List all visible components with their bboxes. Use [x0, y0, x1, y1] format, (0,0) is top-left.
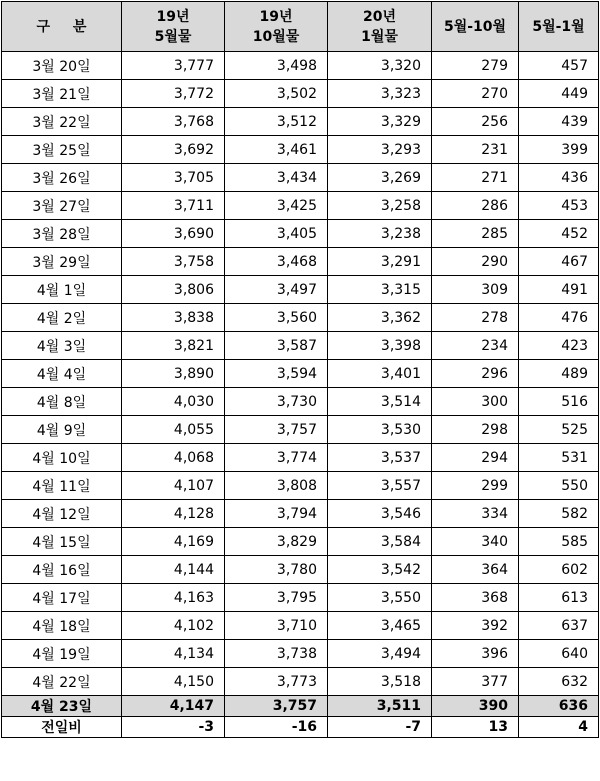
- row-oct-19: 3,780: [225, 556, 328, 584]
- row-spread-may-oct: 278: [432, 304, 519, 332]
- row-date: 4월 1일: [2, 276, 122, 304]
- row-oct-19: 3,461: [225, 136, 328, 164]
- table-row: [2, 304, 599, 332]
- row-may-19: 3,777: [122, 52, 225, 80]
- row-spread-may-jan: 449: [519, 80, 599, 108]
- row-may-19: 4,150: [122, 668, 225, 696]
- row-oct-19: 3,498: [225, 52, 328, 80]
- row-date: 4월 10일: [2, 444, 122, 472]
- row-jan-20: 3,537: [328, 444, 432, 472]
- row-jan-20: 3,323: [328, 80, 432, 108]
- row-spread-may-jan: 439: [519, 108, 599, 136]
- row-date: 4월 15일: [2, 528, 122, 556]
- row-date: 3월 21일: [2, 80, 122, 108]
- row-spread-may-oct: 256: [432, 108, 519, 136]
- table-row: [2, 52, 599, 80]
- row-may-19: 4,134: [122, 640, 225, 668]
- header-col-oct-19-year: 19년: [259, 8, 293, 25]
- table-row: [2, 136, 599, 164]
- table-header: [2, 2, 599, 52]
- row-date: 3월 20일: [2, 52, 122, 80]
- row-spread-may-oct: 340: [432, 528, 519, 556]
- row-may-19: 3,772: [122, 80, 225, 108]
- row-may-19: 3,838: [122, 304, 225, 332]
- row-may-19: 3,806: [122, 276, 225, 304]
- row-spread-may-oct: 270: [432, 80, 519, 108]
- day-change-row: [2, 717, 599, 738]
- day-change-spread-may-jan: 4: [519, 717, 599, 738]
- row-may-19: 3,690: [122, 220, 225, 248]
- row-spread-may-oct: 294: [432, 444, 519, 472]
- row-jan-20: 3,320: [328, 52, 432, 80]
- header-col-jan-20: [328, 2, 432, 52]
- row-date: 4월 16일: [2, 556, 122, 584]
- row-spread-may-jan: 399: [519, 136, 599, 164]
- row-spread-may-jan: 637: [519, 612, 599, 640]
- row-jan-20: 3,293: [328, 136, 432, 164]
- row-oct-19: 3,594: [225, 360, 328, 388]
- table-row: [2, 500, 599, 528]
- day-change-spread-may-oct: 13: [432, 717, 519, 738]
- row-spread-may-jan: 585: [519, 528, 599, 556]
- row-spread-may-jan: 582: [519, 500, 599, 528]
- row-oct-19: 3,425: [225, 192, 328, 220]
- header-col-may-19-year: 19년: [156, 8, 190, 25]
- row-spread-may-oct: 296: [432, 360, 519, 388]
- row-jan-20: 3,494: [328, 640, 432, 668]
- row-date: 3월 27일: [2, 192, 122, 220]
- row-oct-19: 3,512: [225, 108, 328, 136]
- header-gubun: 구 분: [2, 2, 122, 52]
- row-may-19: 4,169: [122, 528, 225, 556]
- row-may-19: 3,705: [122, 164, 225, 192]
- table-row: [2, 528, 599, 556]
- row-may-19: 3,821: [122, 332, 225, 360]
- table-footer: [2, 696, 599, 738]
- row-oct-19: 3,405: [225, 220, 328, 248]
- row-may-19: 4,102: [122, 612, 225, 640]
- row-spread-may-jan: 489: [519, 360, 599, 388]
- row-spread-may-oct: 396: [432, 640, 519, 668]
- row-oct-19: 3,808: [225, 472, 328, 500]
- row-may-19: 3,890: [122, 360, 225, 388]
- row-jan-20: 3,238: [328, 220, 432, 248]
- row-date: 3월 25일: [2, 136, 122, 164]
- header-spread-may-oct: 5월-10월: [432, 2, 519, 52]
- row-may-19: 4,107: [122, 472, 225, 500]
- row-spread-may-oct: 285: [432, 220, 519, 248]
- day-change-oct-19: -16: [225, 717, 328, 738]
- row-spread-may-oct: 334: [432, 500, 519, 528]
- table-row: [2, 556, 599, 584]
- table-row: [2, 640, 599, 668]
- row-date: 4월 8일: [2, 388, 122, 416]
- row-date: 4월 9일: [2, 416, 122, 444]
- row-date: 4월 11일: [2, 472, 122, 500]
- row-oct-19: 3,795: [225, 584, 328, 612]
- row-spread-may-jan: 452: [519, 220, 599, 248]
- row-jan-20: 3,269: [328, 164, 432, 192]
- row-jan-20: 3,530: [328, 416, 432, 444]
- row-oct-19: 3,774: [225, 444, 328, 472]
- row-may-19: 3,758: [122, 248, 225, 276]
- row-date: 4월 4일: [2, 360, 122, 388]
- header-col-jan-20-contract: 1월물: [361, 28, 398, 45]
- row-date: 3월 29일: [2, 248, 122, 276]
- day-change-jan-20: -7: [328, 717, 432, 738]
- header-col-may-19-contract: 5월물: [154, 28, 192, 45]
- row-spread-may-jan: 525: [519, 416, 599, 444]
- row-spread-may-jan: 531: [519, 444, 599, 472]
- row-jan-20: 3,398: [328, 332, 432, 360]
- row-date: 4월 12일: [2, 500, 122, 528]
- row-spread-may-oct: 309: [432, 276, 519, 304]
- row-jan-20: 3,401: [328, 360, 432, 388]
- row-may-19: 4,128: [122, 500, 225, 528]
- row-oct-19: 3,468: [225, 248, 328, 276]
- latest-row: [2, 696, 599, 717]
- row-oct-19: 3,587: [225, 332, 328, 360]
- row-date: 4월 17일: [2, 584, 122, 612]
- row-spread-may-oct: 364: [432, 556, 519, 584]
- row-oct-19: 3,757: [225, 416, 328, 444]
- row-spread-may-jan: 516: [519, 388, 599, 416]
- row-oct-19: 3,502: [225, 80, 328, 108]
- latest-spread-may-oct: 390: [432, 696, 519, 717]
- row-may-19: 3,768: [122, 108, 225, 136]
- row-spread-may-jan: 491: [519, 276, 599, 304]
- table-row: [2, 108, 599, 136]
- row-may-19: 4,068: [122, 444, 225, 472]
- row-spread-may-jan: 602: [519, 556, 599, 584]
- latest-date: 4월 23일: [2, 696, 122, 717]
- row-date: 4월 22일: [2, 668, 122, 696]
- row-jan-20: 3,518: [328, 668, 432, 696]
- row-may-19: 4,144: [122, 556, 225, 584]
- table-row: [2, 388, 599, 416]
- row-spread-may-jan: 423: [519, 332, 599, 360]
- row-jan-20: 3,514: [328, 388, 432, 416]
- row-jan-20: 3,329: [328, 108, 432, 136]
- row-spread-may-jan: 457: [519, 52, 599, 80]
- row-may-19: 4,030: [122, 388, 225, 416]
- table-row: [2, 584, 599, 612]
- row-may-19: 3,711: [122, 192, 225, 220]
- row-spread-may-oct: 299: [432, 472, 519, 500]
- row-date: 4월 19일: [2, 640, 122, 668]
- row-jan-20: 3,291: [328, 248, 432, 276]
- row-spread-may-jan: 467: [519, 248, 599, 276]
- table-row: [2, 332, 599, 360]
- row-spread-may-jan: 550: [519, 472, 599, 500]
- row-oct-19: 3,560: [225, 304, 328, 332]
- table-row: [2, 612, 599, 640]
- header-col-jan-20-year: 20년: [362, 8, 396, 25]
- row-may-19: 3,692: [122, 136, 225, 164]
- row-oct-19: 3,497: [225, 276, 328, 304]
- row-may-19: 4,163: [122, 584, 225, 612]
- row-jan-20: 3,557: [328, 472, 432, 500]
- row-date: 4월 18일: [2, 612, 122, 640]
- row-jan-20: 3,584: [328, 528, 432, 556]
- row-date: 3월 26일: [2, 164, 122, 192]
- row-spread-may-jan: 476: [519, 304, 599, 332]
- row-jan-20: 3,550: [328, 584, 432, 612]
- latest-spread-may-jan: 636: [519, 696, 599, 717]
- row-spread-may-jan: 453: [519, 192, 599, 220]
- latest-jan-20: 3,511: [328, 696, 432, 717]
- row-date: 4월 2일: [2, 304, 122, 332]
- row-date: 3월 22일: [2, 108, 122, 136]
- row-oct-19: 3,710: [225, 612, 328, 640]
- row-spread-may-oct: 286: [432, 192, 519, 220]
- row-date: 3월 28일: [2, 220, 122, 248]
- day-change-label: 전일비: [2, 717, 122, 738]
- table-row: [2, 80, 599, 108]
- row-spread-may-oct: 377: [432, 668, 519, 696]
- row-spread-may-jan: 436: [519, 164, 599, 192]
- row-date: 4월 3일: [2, 332, 122, 360]
- row-spread-may-oct: 279: [432, 52, 519, 80]
- latest-may-19: 4,147: [122, 696, 225, 717]
- table-row: [2, 276, 599, 304]
- row-spread-may-jan: 613: [519, 584, 599, 612]
- row-spread-may-oct: 271: [432, 164, 519, 192]
- price-spread-table: [1, 1, 599, 738]
- header-spread-may-jan: 5월-1월: [519, 2, 599, 52]
- row-may-19: 4,055: [122, 416, 225, 444]
- table-row: [2, 360, 599, 388]
- table-row: [2, 416, 599, 444]
- table-row: [2, 444, 599, 472]
- row-spread-may-oct: 290: [432, 248, 519, 276]
- row-jan-20: 3,542: [328, 556, 432, 584]
- row-oct-19: 3,730: [225, 388, 328, 416]
- header-col-oct-19-contract: 10월물: [252, 28, 300, 45]
- day-change-may-19: -3: [122, 717, 225, 738]
- table-row: [2, 668, 599, 696]
- header-col-oct-19: [225, 2, 328, 52]
- row-jan-20: 3,362: [328, 304, 432, 332]
- table-row: [2, 220, 599, 248]
- row-oct-19: 3,773: [225, 668, 328, 696]
- row-spread-may-oct: 300: [432, 388, 519, 416]
- table-row: [2, 472, 599, 500]
- row-jan-20: 3,315: [328, 276, 432, 304]
- row-spread-may-oct: 298: [432, 416, 519, 444]
- row-oct-19: 3,434: [225, 164, 328, 192]
- row-jan-20: 3,546: [328, 500, 432, 528]
- latest-oct-19: 3,757: [225, 696, 328, 717]
- row-spread-may-jan: 632: [519, 668, 599, 696]
- header-row: [2, 2, 599, 52]
- table-body: [2, 52, 599, 696]
- row-oct-19: 3,738: [225, 640, 328, 668]
- row-spread-may-oct: 392: [432, 612, 519, 640]
- row-spread-may-oct: 368: [432, 584, 519, 612]
- header-col-may-19: [122, 2, 225, 52]
- row-jan-20: 3,465: [328, 612, 432, 640]
- row-oct-19: 3,829: [225, 528, 328, 556]
- row-spread-may-jan: 640: [519, 640, 599, 668]
- row-spread-may-oct: 231: [432, 136, 519, 164]
- table-row: [2, 248, 599, 276]
- row-jan-20: 3,258: [328, 192, 432, 220]
- table-row: [2, 192, 599, 220]
- row-spread-may-oct: 234: [432, 332, 519, 360]
- row-oct-19: 3,794: [225, 500, 328, 528]
- table-row: [2, 164, 599, 192]
